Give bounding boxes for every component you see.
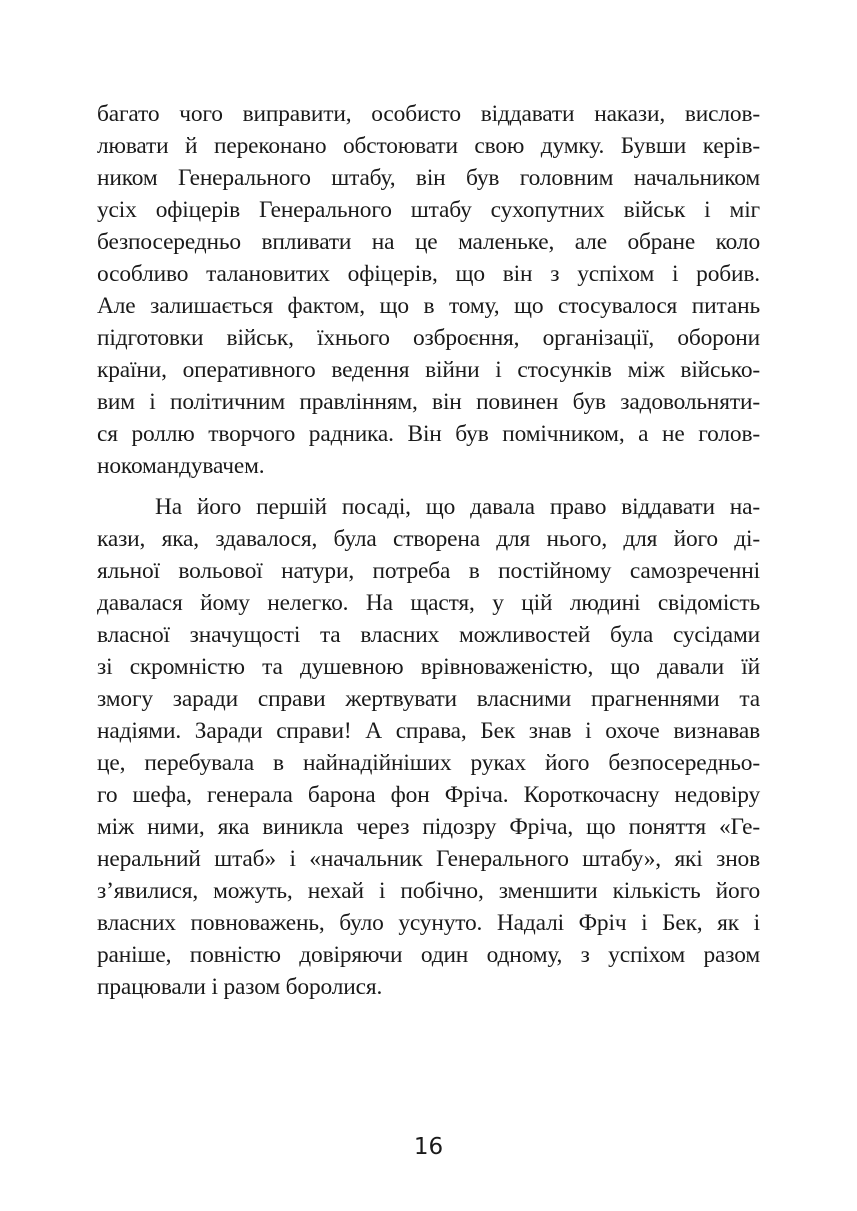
text-line: раніше, повністю довіряючи один одному, з успіхом разом: [97, 942, 760, 968]
paragraph-gap: [97, 482, 760, 491]
text-line: надіями. Заради справи! А справа, Бек знав і охоче визнавав: [97, 718, 760, 744]
text-line: На його першій посаді, що давала право віддавати на-: [155, 494, 760, 520]
text-line: зі скромністю та душевною врівноваженістю, що давали їй: [97, 654, 760, 680]
text-line: власної значущості та власних можливостей була сусідами: [97, 622, 760, 648]
text-line: ся роллю творчого радника. Він був помічником, а не голов-: [97, 421, 760, 447]
text-line: підготовки військ, їхнього озброєння, організації, оборони: [97, 325, 760, 351]
text-line: ником Генерального штабу, він був головним начальником: [97, 165, 760, 191]
paragraph-2: [97, 491, 760, 1003]
text-line: го шефа, генерала барона фон Фріча. Короткочасну недовіру: [97, 782, 760, 808]
text-line: кази, яка, здавалося, була створена для нього, для його ді-: [97, 526, 760, 552]
text-line: нокомандувачем.: [97, 453, 265, 479]
text-line: Але залишається фактом, що в тому, що стосувалося питань: [97, 293, 760, 319]
text-line: між ними, яка виникла через підозру Фріча, що поняття «Ге-: [97, 814, 760, 840]
text-line: країни, оперативного ведення війни і стосунків між військо-: [97, 357, 760, 383]
text-line: багато чого виправити, особисто віддавати накази, вислов-: [97, 101, 760, 127]
body-text: [97, 98, 760, 1003]
text-line: змогу заради справи жертвувати власними прагненнями та: [97, 686, 760, 712]
page-number: 16: [413, 1134, 444, 1160]
text-line: давалася йому нелегко. На щастя, у цій людині свідомість: [97, 590, 760, 616]
text-line: безпосередньо впливати на це маленьке, але обране коло: [97, 229, 760, 255]
text-line: особливо талановитих офіцерів, що він з успіхом і робив.: [97, 261, 760, 287]
text-line: яльної вольової натури, потреба в постійному самозреченні: [97, 558, 760, 584]
text-line: вим і політичним правлінням, він повинен був задовольняти-: [97, 389, 760, 415]
text-line: це, перебувала в найнадійніших руках його безпосередньо-: [97, 750, 760, 776]
text-line: працювали і разом боролися.: [97, 974, 383, 1000]
text-line: неральний штаб» і «начальник Генерального штабу», які знов: [97, 846, 760, 872]
text-line: з’явилися, можуть, нехай і побічно, зменшити кількість його: [97, 878, 760, 904]
text-line: власних повноважень, було усунуто. Надалі Фріч і Бек, як і: [97, 910, 760, 936]
text-line: лювати й переконано обстоювати свою думку. Бувши керів-: [97, 133, 760, 159]
text-line: усіх офіцерів Генерального штабу сухопутних військ і міг: [97, 197, 760, 223]
paragraph-1: [97, 98, 760, 482]
